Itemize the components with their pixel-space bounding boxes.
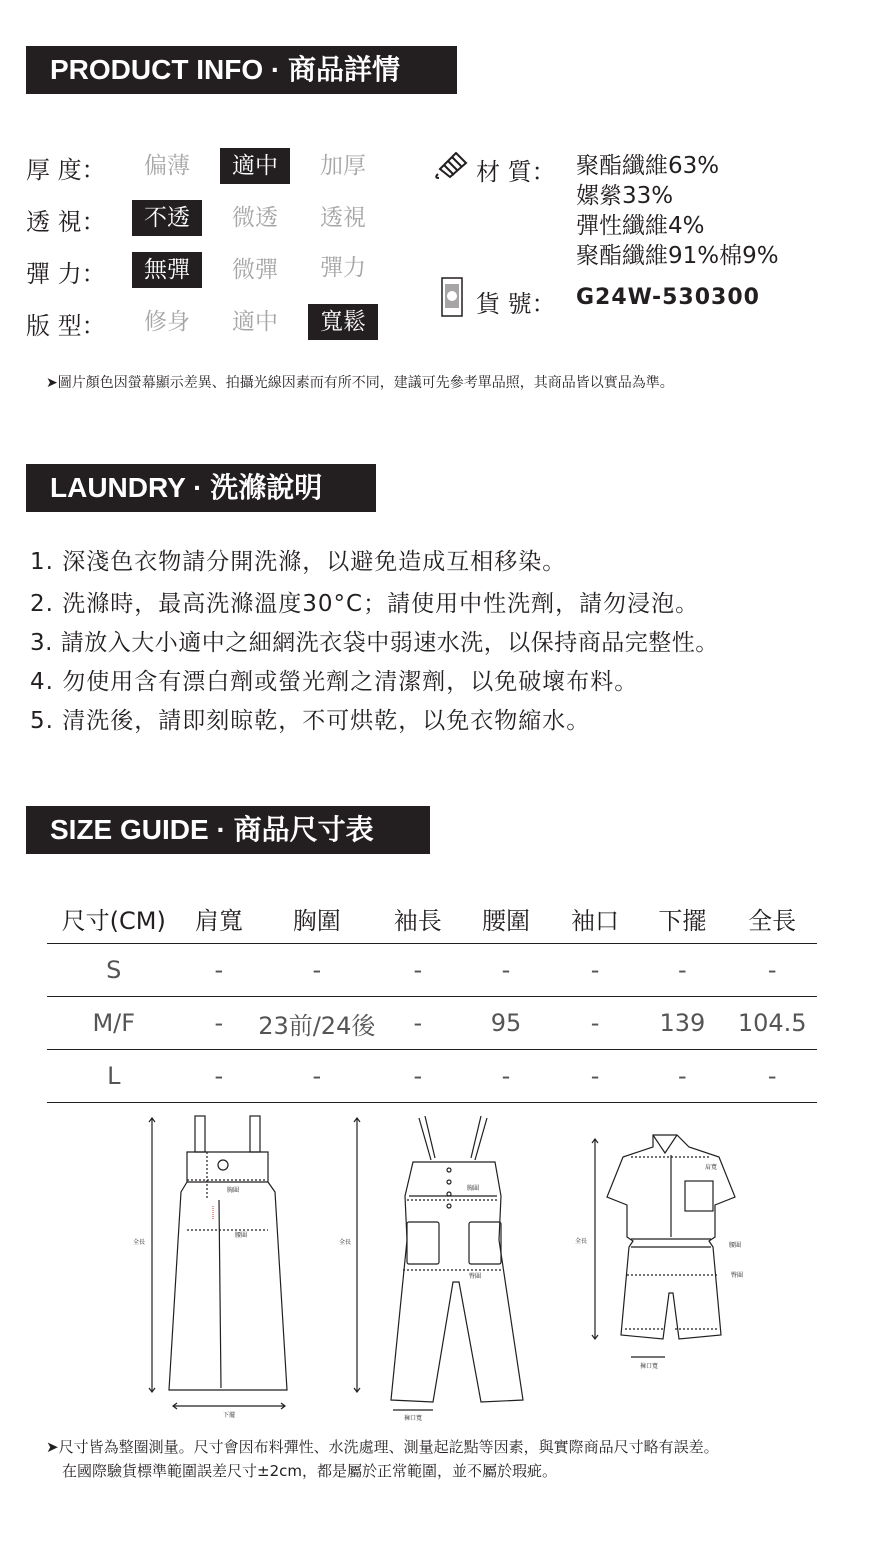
table-row: [47, 1050, 817, 1103]
table-cell: 104.5: [727, 997, 817, 1050]
elasticity-label: 彈 力：: [26, 260, 106, 288]
diagram3-shoulder-label: 肩寬: [704, 1164, 718, 1171]
table-cell: -: [376, 1050, 459, 1103]
table-cell: -: [376, 944, 459, 997]
table-cell: 95: [459, 997, 553, 1050]
product-info-title: PRODUCT INFO · 商品詳情: [26, 46, 457, 94]
table-cell: -: [553, 1050, 638, 1103]
table-cell: -: [181, 944, 258, 997]
elasticity-option-slight: 微彈: [232, 257, 278, 283]
laundry-item-2: 2. 洗滌時，最高洗滌溫度30°C；請使用中性洗劑，請勿浸泡。: [30, 591, 700, 617]
fit-option-regular: 適中: [232, 309, 278, 335]
size-cell: S: [47, 944, 181, 997]
laundry-item-5: 5. 清洗後，請即刻晾乾，不可烘乾，以免衣物縮水。: [30, 708, 591, 734]
table-cell: -: [181, 1050, 258, 1103]
table-cell: 139: [637, 997, 727, 1050]
sku-value: G24W-530300: [576, 285, 760, 310]
table-cell: -: [553, 997, 638, 1050]
material-line-3: 彈性纖維4%: [576, 213, 705, 239]
diagram2-chest-label: 胸圍: [466, 1185, 480, 1192]
thickness-option-thin: 偏薄: [144, 153, 190, 179]
size-cell: M/F: [47, 997, 181, 1050]
material-label: 材 質：: [476, 158, 556, 186]
table-row: [47, 997, 817, 1050]
diagram-romper: [565, 1125, 765, 1380]
table-cell: -: [637, 1050, 727, 1103]
table-cell: -: [727, 944, 817, 997]
diagram-wide-leg-overall: [125, 1110, 300, 1425]
material-line-1: 聚酯纖維63%: [576, 153, 720, 179]
header-waist: 腰圍: [459, 893, 553, 944]
material-line-4: 聚酯纖維91%棉9%: [576, 243, 779, 269]
diagram2-leg-opening-label: 褲口寬: [403, 1415, 423, 1422]
fit-option-slim: 修身: [144, 309, 190, 335]
fit-option-loose: 寬鬆: [308, 304, 378, 340]
header-size: 尺寸(CM): [47, 893, 181, 944]
diagram1-waist-label: 腰圍: [234, 1232, 248, 1239]
elasticity-option-stretch: 彈力: [320, 255, 366, 281]
size-cell: L: [47, 1050, 181, 1103]
diagram1-chest-label: 胸圍: [226, 1187, 240, 1194]
size-table: [47, 893, 817, 1103]
clothing-tag-icon: [440, 276, 464, 318]
table-cell: -: [637, 944, 727, 997]
size-table-header-row: [47, 893, 817, 944]
table-cell: -: [727, 1050, 817, 1103]
header-shoulder: 肩寬: [181, 893, 258, 944]
table-cell: 23前/24後: [257, 997, 376, 1050]
header-hem: 下擺: [637, 893, 727, 944]
material-line-2: 嫘縈33%: [576, 183, 674, 209]
diagram3-waist-label: 腰圍: [728, 1242, 742, 1249]
transparency-option-sheer: 透視: [320, 205, 366, 231]
header-sleeve-length: 袖長: [376, 893, 459, 944]
thickness-option-thick: 加厚: [320, 153, 366, 179]
transparency-option-slight: 微透: [232, 205, 278, 231]
size-note-line-1: ➤尺寸皆為整圈測量。尺寸會因布料彈性、水洗處理、測量起訖點等因素，與實際商品尺寸略有誤差。: [46, 1438, 719, 1456]
table-row: [47, 944, 817, 997]
table-cell: -: [181, 997, 258, 1050]
diagram3-leg-opening-label: 褲口寬: [639, 1363, 659, 1370]
thickness-option-medium: 適中: [220, 148, 290, 184]
transparency-option-opaque: 不透: [132, 200, 202, 236]
header-total-length: 全長: [727, 893, 817, 944]
diagram1-hem-label: 下擺: [222, 1412, 236, 1419]
diagram3-hip-label: 臀圍: [730, 1272, 744, 1279]
elasticity-option-none: 無彈: [132, 252, 202, 288]
table-cell: -: [459, 944, 553, 997]
header-chest: 胸圍: [257, 893, 376, 944]
table-cell: -: [257, 944, 376, 997]
sku-label: 貨 號：: [476, 290, 556, 318]
table-cell: -: [376, 997, 459, 1050]
transparency-label: 透 視：: [26, 208, 106, 236]
table-cell: -: [553, 944, 638, 997]
diagram-jogger-overall: [335, 1110, 530, 1425]
fit-label: 版 型：: [26, 312, 106, 340]
diagram2-hip-label: 臀圍: [468, 1273, 482, 1280]
laundry-item-1: 1. 深淺色衣物請分開洗滌，以避免造成互相移染。: [30, 549, 567, 575]
diagram1-length-label: 全長: [132, 1239, 146, 1246]
table-cell: -: [257, 1050, 376, 1103]
thickness-label: 厚 度：: [26, 156, 106, 184]
size-note-line-2: 在國際驗貨標準範圍誤差尺寸±2cm，都是屬於正常範圍，並不屬於瑕疵。: [62, 1462, 557, 1480]
laundry-item-4: 4. 勿使用含有漂白劑或螢光劑之清潔劑，以免破壞布料。: [30, 669, 639, 695]
diagram2-length-label: 全長: [338, 1239, 352, 1246]
laundry-item-3: 3. 請放入大小適中之細網洗衣袋中弱速水洗，以保持商品完整性。: [30, 630, 719, 656]
product-color-note: ➤圖片顏色因螢幕顯示差異、拍攝光線因素而有所不同，建議可先參考單品照，其商品皆以實品為準。: [46, 375, 674, 391]
laundry-title: LAUNDRY · 洗滌說明: [26, 464, 376, 512]
size-guide-title: SIZE GUIDE · 商品尺寸表: [26, 806, 430, 854]
diagram3-length-label: 全長: [574, 1238, 588, 1245]
header-cuff: 袖口: [553, 893, 638, 944]
table-cell: -: [459, 1050, 553, 1103]
thread-spool-icon: [434, 152, 472, 180]
